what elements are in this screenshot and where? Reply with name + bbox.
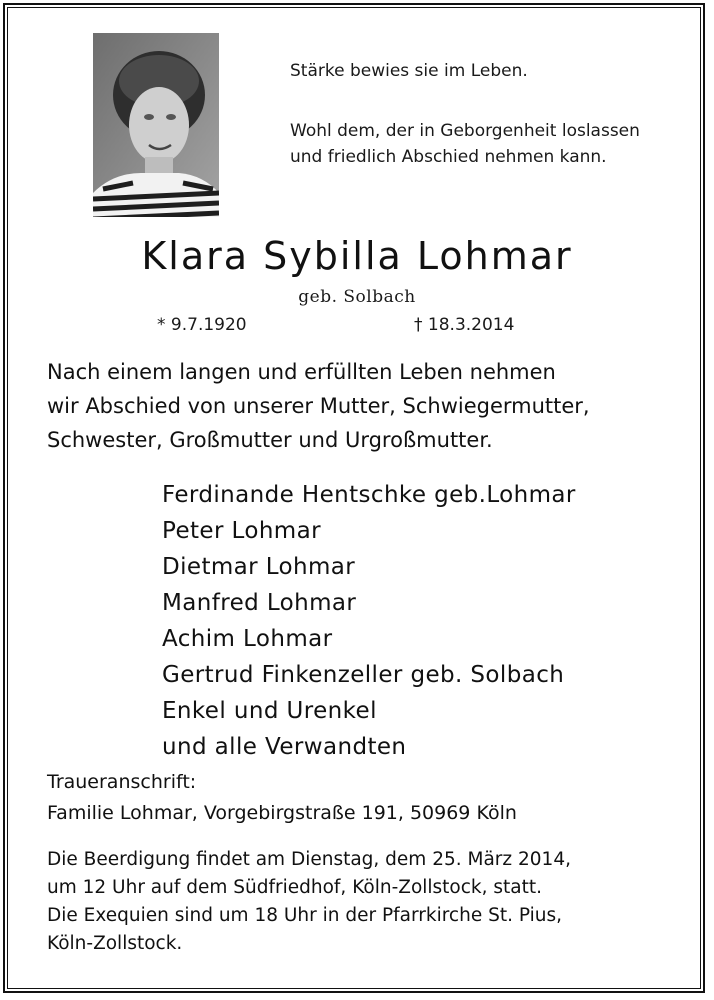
mourner: Gertrud Finkenzeller geb. Solbach xyxy=(162,662,565,688)
funeral-line-1: Die Beerdigung findet am Dienstag, dem 25. März 2014, xyxy=(47,849,571,870)
mourner: Achim Lohmar xyxy=(162,626,333,652)
intro-line-1: Nach einem langen und erfüllten Leben nehmen xyxy=(47,360,556,384)
birth-date: * 9.7.1920 xyxy=(157,315,247,335)
quote-block xyxy=(290,118,640,170)
quote-line-2: Wohl dem, der in Geborgenheit loslassen xyxy=(290,121,640,141)
death-date: † 18.3.2014 xyxy=(414,315,515,335)
funeral-line-3: Die Exequien sind um 18 Uhr in der Pfarrkirche St. Pius, xyxy=(47,905,562,926)
intro-text xyxy=(47,355,677,457)
mourners-list xyxy=(162,477,576,765)
deceased-name: Klara Sybilla Lohmar xyxy=(141,234,573,278)
mourner: Dietmar Lohmar xyxy=(162,554,356,580)
mourner: Peter Lohmar xyxy=(162,518,321,544)
mourning-address xyxy=(47,767,517,829)
funeral-line-4: Köln-Zollstock. xyxy=(47,933,183,954)
mourner: Ferdinande Hentschke geb.Lohmar xyxy=(162,482,576,508)
quote-line-1: Stärke bewies sie im Leben. xyxy=(290,61,528,81)
portrait-image xyxy=(93,33,219,217)
mourner: und alle Verwandten xyxy=(162,734,407,760)
funeral-info xyxy=(47,846,571,958)
funeral-line-2: um 12 Uhr auf dem Südfriedhof, Köln-Zollstock, statt. xyxy=(47,877,543,898)
intro-line-2: wir Abschied von unserer Mutter, Schwiegermutter, xyxy=(47,394,590,418)
intro-line-3: Schwester, Großmutter und Urgroßmutter. xyxy=(47,428,493,452)
portrait-photo xyxy=(93,33,219,217)
mourner: Manfred Lohmar xyxy=(162,590,357,616)
quote-line-3: und friedlich Abschied nehmen kann. xyxy=(290,147,607,167)
maiden-name: geb. Solbach xyxy=(298,287,416,307)
address-label: Traueranschrift: xyxy=(47,771,197,793)
mourner: Enkel und Urenkel xyxy=(162,698,377,724)
address-value: Familie Lohmar, Vorgebirgstraße 191, 50969 Köln xyxy=(47,802,517,824)
